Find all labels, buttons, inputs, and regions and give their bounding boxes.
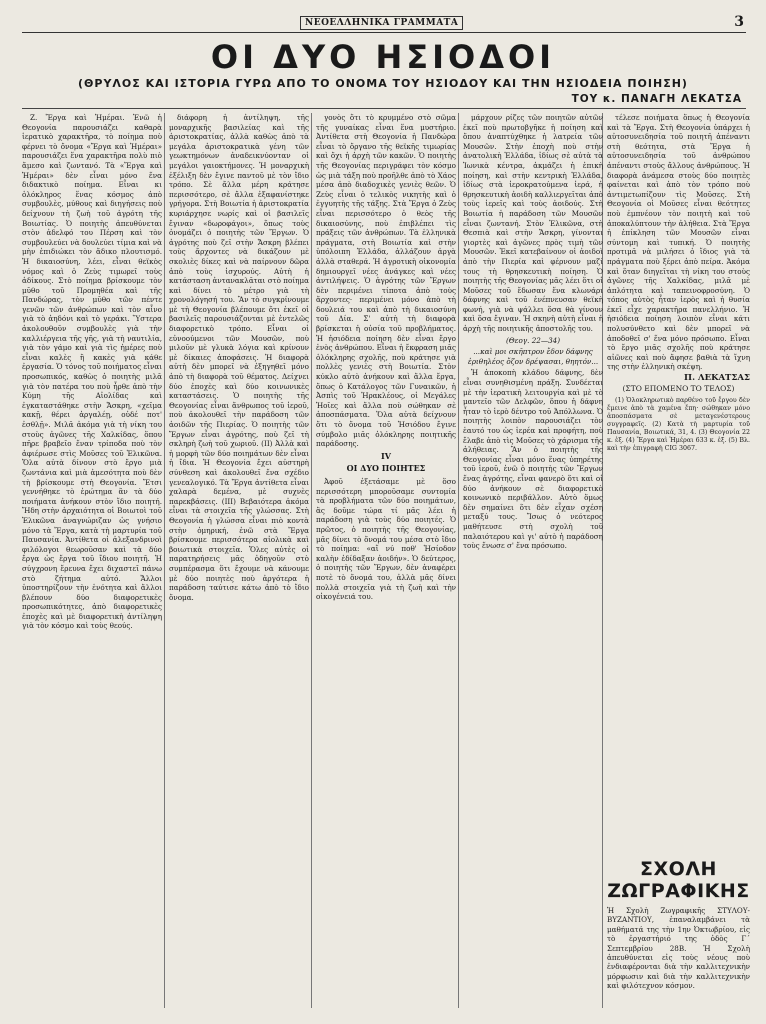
- verse-quote: ...καὶ μοι σκῆπτρον ἔδον δάφνης ἐριθηλέος ὄζον δρέψασαι, θηητόν...: [467, 347, 599, 366]
- paragraph: γονὸς ὅτι τὸ κρυμμένο στὸ σῶμα τῆς γυναίκας εἶναι ἕνα μυστήριο. Ἀντίθετα στὴ Θεογονία ἡ Πανδώρα εἶναι τὸ ὄργανο τῆς θεϊκῆς τιμωρίας καὶ ὄχι ἡ ἀρχὴ τῶν κακῶν. Ὁ ποιητὴς τῆς Θεογονίας περιγράφει τὸν κόσμο ὡς μιὰ τάξη ποὺ προῆλθε ἀπὸ τὸ Χάος μέσα ἀπὸ διαδοχικὲς γενιὲς θεῶν. Ὁ Ζεὺς εἶναι ὁ τελικὸς νικητὴς καὶ ὁ ἐγγυητὴς τῆς τάξης. Στὰ Ἔργα ὁ Ζεὺς εἶναι περισσότερο ὁ θεὸς τῆς δικαιοσύνης, ποὺ ἐπιβλέπει τὶς πράξεις τῶν ἀνθρώπων. Τὰ ἑλληνικὰ πράγματα, στὴ Βοιωτία καὶ στὴν ὑπόλοιπη Ἑλλάδα, ἀλλάζουν ἀργὰ ἀλλὰ σταθερά. Ἡ ἀγροτικὴ οἰκονομία δημιουργεῖ νέες ἀνάγκες καὶ νέες ἀντιλήψεις. Ὁ ἀγρότης τῶν Ἔργων δὲν περιμένει τίποτα ἀπὸ τοὺς ἄρχοντες· περιμένει μόνο ἀπὸ τὴ δουλειά του καὶ ἀπὸ τὴ δικαιοσύνη τοῦ Δία. Σ' αὐτὴ τὴ διαφορὰ βρίσκεται ἡ οὐσία τοῦ προβλήματος. Ἡ ἡσιόδεια ποίηση δὲν εἶναι ἔργο ἑνὸς ἀνθρώπου. Εἶναι ἡ ἔκφραση μιᾶς ὁλόκληρης σχολῆς, ποὺ κράτησε γιὰ πολλὲς γενιὲς στὴ Βοιωτία. Στὸν κύκλο αὐτὸ ἀνήκουν καὶ ἄλλα ἔργα, ὅπως ὁ Κατάλογος τῶν Γυναικῶν, ἡ Ἀσπὶς τοῦ Ἡρακλέους, οἱ Μεγάλες Ἠοῖες καὶ ἄλλα ποὺ σώθηκαν σὲ ἀποσπάσματα. Ὅλα αὐτὰ δείχνουν ὅτι τὸ ὄνομα τοῦ Ἡσιόδου ἔγινε σύμβολο μιᾶς ὁλόκληρης ποιητικῆς παράδοσης.: [316, 113, 456, 449]
- article-subtitle: (ΘΡΥΛΟΣ ΚΑΙ ΙΣΤΟΡΙΑ ΓΥΡΩ ΑΠΟ ΤΟ ΟΝΟΜΑ ΤΟΥ ΗΣΙΟΔΟΥ ΚΑΙ ΤΗΝ ΗΣΙΟΔΕΙΑ ΠΟΙΗΣΗ): [78, 77, 688, 90]
- text-column-4: [463, 113, 603, 1008]
- article-title: ΟΙ ΔΥΟ ΗΣΙΟΔΟΙ: [210, 38, 556, 76]
- paragraph: Ἡ ἀποκοπὴ κλάδου δάφνης, δὲν εἶναι συνηθισμένη πράξη. Συνδέεται μὲ τὴν ἱερατικὴ λειτουργία καὶ μὲ τὸ μαντεῖο τῶν Δελφῶν, ὅπου ἡ δάφνη ἦταν τὸ ἱερὸ δέντρο τοῦ Ἀπόλλωνα. Ὁ ποιητὴς λοιπὸν παρουσιάζει τὸν ἑαυτό του ὡς ἱερέα καὶ προφήτη, ποὺ ἔλαβε ἀπὸ τὶς Μοῦσες τὸ χάρισμα τῆς ἀλήθειας. Ἂν ὁ ποιητὴς τῆς Θεογονίας εἶναι μόνο ἕνας ὑπηρέτης τοῦ ἱεροῦ, ἐνῶ ὁ ποιητὴς τῶν Ἔργων ἕνας ἀγρότης, εἶναι φανερὸ ὅτι καὶ οἱ δύο ἀνήκουν σὲ διαφορετικὸ κοινωνικὸ περιβάλλον. Αὐτὸ ὅμως δὲν σημαίνει ὅτι δὲν εἶχαν σχέση μεταξύ τους. Ἴσως ὁ νεότερος μαθήτευσε στὴ σχολὴ τοῦ παλαιότερου καὶ γι' αὐτὸ ἡ παράδοση τοὺς ἕνωσε σ' ἕνα πρόσωπο.: [463, 368, 603, 551]
- continued-notice: (ΣΤΟ ΕΠΟΜΕΝΟ ΤΟ ΤΕΛΟΣ): [622, 383, 735, 393]
- text-column-3: [316, 113, 456, 1008]
- paragraph: διάφορη ἡ ἀντίληψη, τῆς μοναρχικῆς βασιλείας καὶ τῆς ἀριστοκρατίας, ἀλλὰ καθὼς ἀπὸ τὰ μεγάλα ἀριστοκρατικὰ γένη τῶν γεωκτημόνων ἀναδεικνύονταν οἱ μεγάλοι γαιοκτήμονες. Ἡ μοναρχικὴ ἐξέλιξη δὲν ἔγινε παντοῦ μὲ τὸν ἴδιο τρόπο. Σὲ ἄλλα μέρη κράτησε περισσότερο, σὲ ἄλλα ἐξαφανίστηκε γρήγορα. Στὴ Βοιωτία ἡ ἀριστοκρατία κυριάρχησε νωρίς καὶ οἱ βασιλεῖς ἔγιναν «δωροφάγοι», ὅπως τοὺς ὀνομάζει ὁ ποιητὴς τῶν Ἔργων. Ὁ ἀγρότης ποὺ ζεῖ στὴν Ἄσκρη βλέπει τοὺς ἄρχοντες νὰ δικάζουν μὲ σκολιὲς δίκες καὶ νὰ παίρνουν δῶρα ἀπὸ τοὺς ἰσχυρούς. Αὐτὴ ἡ κατάσταση ἀντανακλᾶται στὸ ποίημα καὶ δίνει τὸ μέτρο γιὰ τὴ χρονολόγησή του. Ἂν τὸ συγκρίνουμε μὲ τὴ Θεογονία βλέπουμε ὅτι ἐκεῖ οἱ βασιλεῖς παρουσιάζονται μὲ ἐντελῶς διαφορετικὸ τρόπο. Εἶναι οἱ εὐνοούμενοι τῶν Μουσῶν, ποὺ μιλοῦν μὲ γλυκὰ λόγια καὶ κρίνουν μὲ δίκαιες ἀποφάσεις. Ἡ διαφορὰ αὐτὴ δὲν μπορεῖ νὰ ἐξηγηθεῖ μόνο ἀπὸ τὴ διαφορὰ τοῦ θέματος. Δείχνει δύο ἐποχὲς καὶ δύο κοινωνικὲς καταστάσεις. Ὁ ποιητὴς τῆς Θεογονίας εἶναι ἄνθρωπος τοῦ ἱεροῦ, ποὺ ἀκολουθεῖ τὴν παράδοση τῶν ἀοιδῶν τῆς Πιερίας. Ὁ ποιητὴς τῶν Ἔργων εἶναι ἀγρότης, ποὺ ζεῖ τὴ σκληρὴ ζωὴ τοῦ χωριοῦ. (ΙΙ) Ἀλλὰ καὶ ἡ μορφὴ τῶν δύο ποιημάτων δὲν εἶναι ἡ ἴδια. Ἡ Θεογονία ἔχει αὐστηρὴ σύνθεση καὶ ἀκολουθεῖ ἕνα σχέδιο γενεαλογικό. Τὰ Ἔργα ἀντίθετα εἶναι χαλαρὰ δεμένα, μὲ συχνὲς παρεκβάσεις. (ΙΙΙ) Βεβαιότερα ἀκόμα εἶναι τὰ στοιχεῖα τῆς γλώσσας. Στὴ Θεογονία ἡ γλώσσα εἶναι πιὸ κοντὰ στὴν ὁμηρική, ἐνῶ στὰ Ἔργα βρίσκουμε περισσότερα αἰολικὰ καὶ βοιωτικὰ στοιχεῖα. Ὅλες αὐτὲς οἱ παρατηρήσεις μᾶς ὁδηγοῦν στὸ συμπέρασμα ὅτι ἔχουμε νὰ κάνουμε μὲ δύο ποιητὲς ποὺ ἀργότερα ἡ παράδοση ταύτισε κάτω ἀπὸ τὸ ἴδιο ὄνομα.: [169, 113, 309, 602]
- footnotes: (1) Ὁλοκληρωτικὸ παρθένο τοῦ ἔργου δὲν ἔμεινε ἀπὸ τὰ χαμένα ἔπη· σώθηκαν μόνο ἀποσπάσματα σὲ μεταγενέστερους συγγραφεῖς. (2) Κατὰ τὴ μαρτυρία τοῦ Παυσανία, Βοιωτικά, 31, 4. (3) Θεογονία 22 κ. ἑξ. (4) Ἔργα καὶ Ἡμέραι 633 κ. ἑξ. (5) Βλ. καὶ τὴν ἐπιγραφὴ CIG 3067.: [607, 397, 750, 453]
- ad-title: ΣΧΟΛΗ ΖΩΓΡΑΦΙΚΗΣ: [607, 858, 750, 902]
- running-header: [0, 10, 766, 32]
- verse-citation: (Θεογ. 22—34): [505, 335, 561, 345]
- paragraph: Ἀφοῦ ἐξετάσαμε μὲ ὅσο περισσότερη μποροῦσαμε συντομία τὰ προβλήματα τῶν δύο ποιημάτων, ἂς δοῦμε τώρα τί μᾶς λέει ἡ παράδοση γιὰ τοὺς δύο ποιητές. Ὁ πρῶτος, ὁ ποιητὴς τῆς Θεογονίας, μᾶς δίνει τὸ ὄνομά του μέσα στὸ ἴδιο τὸ ποίημα: «αἵ νύ ποθ' Ἡσίοδον καλὴν ἐδίδαξαν ἀοιδήν». Ὁ δεύτερος, ὁ ποιητὴς τῶν Ἔργων, δὲν ἀναφέρει ποτὲ τὸ ὄνομά του, ἀλλὰ μᾶς δίνει πολλὰ στοιχεῖα γιὰ τὴ ζωὴ καὶ τὴν οἰκογένειά του.: [316, 476, 456, 602]
- advertisement: [607, 858, 750, 991]
- header-rule: [22, 32, 746, 33]
- column-divider: [311, 113, 312, 1008]
- ad-body: Ἡ Σχολὴ Ζωγραφικῆς ΣΤΥΛΟΥ-ΒΥΖΑΝΤΙΟΥ, ἐπαναλαμβάνει τὰ μαθήματά της τὴν 1ην Ὀκτωβρίου, εἰς τὸ ἐργαστήριό της ὁδὸς Γ΄ Σεπτεμβρίου 28Β. Ἡ Σχολὴ ἀπευθύνεται εἰς τοὺς νέους ποὺ ἐνδιαφέρονται διὰ τὴν καλλιτεχνικὴν μόρφωσιν καὶ διὰ τὴν καλλιτεχνικὴν καὶ φιλότεχνον κόσμον.: [607, 906, 750, 991]
- section-number: ΙV: [381, 450, 391, 461]
- text-column-2: [169, 113, 309, 1008]
- title-rule: [22, 108, 746, 109]
- text-column-5: [607, 113, 750, 853]
- column-divider: [164, 113, 165, 1008]
- author-signature: Π. ΛΕΚΑΤΣΑΣ: [684, 373, 750, 384]
- section-title: ΟΙ ΔΥΟ ΠΟΙΗΤΕΣ: [346, 463, 426, 474]
- column-divider: [458, 113, 459, 1008]
- journal-name: ΝΕΟΕΛΛΗΝΙΚΑ ΓΡΑΜΜΑΤΑ: [300, 16, 463, 30]
- byline: ΤΟΥ κ. ΠΑΝΑΓΗ ΛΕΚΑΤΣΑ: [571, 93, 742, 105]
- page-number: 3: [734, 14, 744, 30]
- paragraph: μάρχουν ρίζες τῶν ποιητῶν αὐτῶν ἐκεῖ ποὺ πρωτοβγῆκε ἡ ποίηση καὶ ὅπου ἀναπτύχθηκε ἡ λατρεία τῶν Μουσῶν. Στὴν ἐποχὴ ποὺ στὴν ἀνατολικὴ Ἑλλάδα, ἰδίως σὲ αὐτὰ τὰ Ἰωνικὰ κέντρα, ἀκμάζει ἡ ἐπικὴ ποίηση, καὶ στὴν κεντρικὴ Ἑλλάδα, ἰδίως στὰ ἱεροκρατούμενα ἱερά, ἡ θρησκευτικὴ ἀοιδὴ καλλιεργεῖται ἀπὸ τοὺς ἱερεῖς καὶ τοὺς ἀοιδούς. Στὴ Βοιωτία ἡ παράδοση τῶν Μουσῶν εἶναι ζωντανή. Στὸν Ἑλικῶνα, στὴ Θεσπιὰ καὶ στὴν Ἄσκρη, γίνονται γιορτὲς καὶ ἀγῶνες πρὸς τιμὴ τῶν Μουσῶν. Ἐκεῖ κατεβαίνουν οἱ ἀοιδοὶ ἀπὸ τὴν Πιερία καὶ φέρνουν μαζί τους τὴ θρησκευτικὴ ποίηση. Ὁ ποιητὴς τῆς Θεογονίας μᾶς λέει ὅτι οἱ Μοῦσες τοῦ ἔδωσαν ἕνα κλωνάρι δάφνης καὶ τοῦ ἐνέπνευσαν θεϊκὴ φωνή, γιὰ νὰ ψάλλει ὅσα θὰ γίνουν καὶ ὅσα ἔγιναν. Ἡ σκηνὴ αὐτὴ εἶναι ἡ ἀρχὴ τῆς ποιητικῆς ἀποστολῆς του.: [463, 113, 603, 334]
- text-column-1: [22, 113, 162, 1008]
- paragraph: Ζ. Ἔργα καὶ Ἡμέραι. Ἐνῶ ἡ Θεογονία παρουσιάζει καθαρὰ ἱερατικὸ χαρακτῆρα, τὸ ποίημα ποὺ φέρνει τὸ ὄνομα «Ἔργα καὶ Ἡμέραι» παρουσιάζει ἕνα χαρακτῆρα πολὺ πιὸ ἄμεσο καὶ ζωντανό. Τὰ «Ἔργα καὶ Ἡμέραι» δὲν εἶναι μόνο ἕνα διδακτικὸ ποίημα. Εἶναι κι ὁλόκληρος ἕνας κόσμος ἀπὸ συμβουλὲς, μύθους καὶ διηγήσεις ποὺ δείχνουν τὴ ζωὴ τοῦ ἀγρότη τῆς Βοιωτίας. Ὁ ποιητὴς ἀπευθύνεται στὸν ἀδελφό του Πέρση καὶ τὸν συμβουλεύει νὰ δουλεύει τίμια καὶ νὰ μὴν ἐπιδιώκει τὸν ἄδικο πλουτισμό. Ἡ δικαιοσύνη, λέει, εἶναι θεϊκὸς νόμος καὶ ὁ Ζεὺς τιμωρεῖ τοὺς ἀδίκους. Στὸ ποίημα βρίσκουμε τὸν μῦθο τοῦ Προμηθέα καὶ τῆς Πανδώρας, τὸν μῦθο τῶν πέντε γενῶν τῶν ἀνθρώπων καὶ τὸν αἶνο γιὰ τὸ ἀηδόνι καὶ τὸ γεράκι. Ὕστερα ἀκολουθοῦν συμβουλὲς γιὰ τὴν καλλιέργεια τῆς γῆς, γιὰ τὴ ναυτιλία, γιὰ τὸν γάμο καὶ γιὰ τὶς ἡμέρες ποὺ εἶναι καλὲς ἢ κακὲς γιὰ κάθε ἐργασία. Ὁ τόνος τοῦ ποιήματος εἶναι προσωπικός, καθὼς ὁ ποιητὴς μιλᾶ γιὰ τὸν πατέρα του ποὺ ἦρθε ἀπὸ τὴν Κύμη τῆς Αἰολίδας καὶ ἐγκαταστάθηκε στὴν Ἄσκρη, «χεῖμα κακῇ, θέρει ἀργαλέῃ, οὐδέ ποτ' ἐσθλῇ». Μιλᾶ ἀκόμα γιὰ τὴ νίκη του στοὺς ἀγῶνες τῆς Χαλκίδας, ὅπου πῆρε βραβεῖο ἕναν τρίποδα ποὺ τὸν ἀφιέρωσε στὶς Μοῦσες τοῦ Ἑλικῶνα. Ὅλα αὐτὰ δίνουν στὸ ἔργο μιὰ ζωντάνια καὶ μιὰ ἀμεσότητα ποὺ δὲν τὴ βρίσκουμε στὴ Θεογονία. Ἔτσι γεννήθηκε τὸ ἐρώτημα ἂν τὰ δύο ποιήματα ἀνήκουν στὸν ἴδιο ποιητή. Ἤδη στὴν ἀρχαιότητα οἱ Βοιωτοὶ τοῦ Ἑλικῶνα ἀναγνώριζαν ὡς γνήσιο μόνο τὰ Ἔργα, κατὰ τὴ μαρτυρία τοῦ Παυσανία. Ἀντίθετα οἱ ἀλεξανδρινοὶ φιλόλογοι θεωροῦσαν καὶ τὰ δύο ἔργα ὡς ἔργα τοῦ ἴδιου ποιητῆ. Ἡ σύγχρονη ἔρευνα ἔχει διχαστεῖ πάνω στὸ ζήτημα αὐτό. Ἄλλοι ὑποστηρίζουν τὴν ἑνότητα καὶ ἄλλοι βλέπουν δύο διαφορετικὲς προσωπικότητες, ἀπὸ διαφορετικὲς ἐποχὲς καὶ μὲ διαφορετικὴ ἀντίληψη γιὰ τὸν κόσμο καὶ τοὺς θεούς.: [22, 113, 162, 631]
- paragraph: τέλεσε ποιήματα ὅπως ἡ Θεογονία καὶ τὰ Ἔργα. Στὴ Θεογονία ὑπάρχει ἡ αὐτοσυνειδησία τοῦ ποιητῆ ἀπέναντι στὴ θεότητα, στὰ Ἔργα ἡ αὐτοσυνειδησία τοῦ ἀνθρώπου ἀπέναντι στοὺς ἄλλους ἀνθρώπους. Ἡ διαφορὰ ἀνάμεσα στοὺς δύο ποιητὲς φαίνεται καὶ ἀπὸ τὸν τρόπο ποὺ ἀντιμετωπίζουν τὶς Μοῦσες. Στὴ Θεογονία οἱ Μοῦσες εἶναι θεότητες ποὺ ἐμπνέουν τὸν ποιητὴ καὶ τοῦ ἀποκαλύπτουν τὴν ἀλήθεια. Στὰ Ἔργα ἡ ἐπίκληση τῶν Μουσῶν εἶναι σύντομη καὶ τυπική. Ὁ ποιητὴς προτιμᾶ νὰ μιλήσει ὁ ἴδιος γιὰ τὰ πράγματα ποὺ ξέρει ἀπὸ πείρα. Ἀκόμα καὶ ὅταν διηγεῖται τὴ νίκη του στοὺς ἀγῶνες τῆς Χαλκίδας, μιλᾶ μὲ ἁπλότητα καὶ ταπεινοφροσύνη. Ὁ τόπος αὐτὸς ἦταν ἱερὸς καὶ ἡ θυσία ἐκεῖ εἶχε χαρακτῆρα πανελλήνιο. Ἡ ἡσιόδεια ποίηση λοιπὸν εἶναι κάτι πολυσύνθετο καὶ δὲν μπορεῖ νὰ ἀποδοθεῖ σ' ἕνα μόνο πρόσωπο. Εἶναι τὸ ἔργο μιᾶς σχολῆς ποὺ κράτησε αἰῶνες καὶ ποὺ ἄφησε βαθιὰ τὰ ἴχνη της στὴν ἑλληνικὴ σκέψη.: [607, 113, 750, 372]
